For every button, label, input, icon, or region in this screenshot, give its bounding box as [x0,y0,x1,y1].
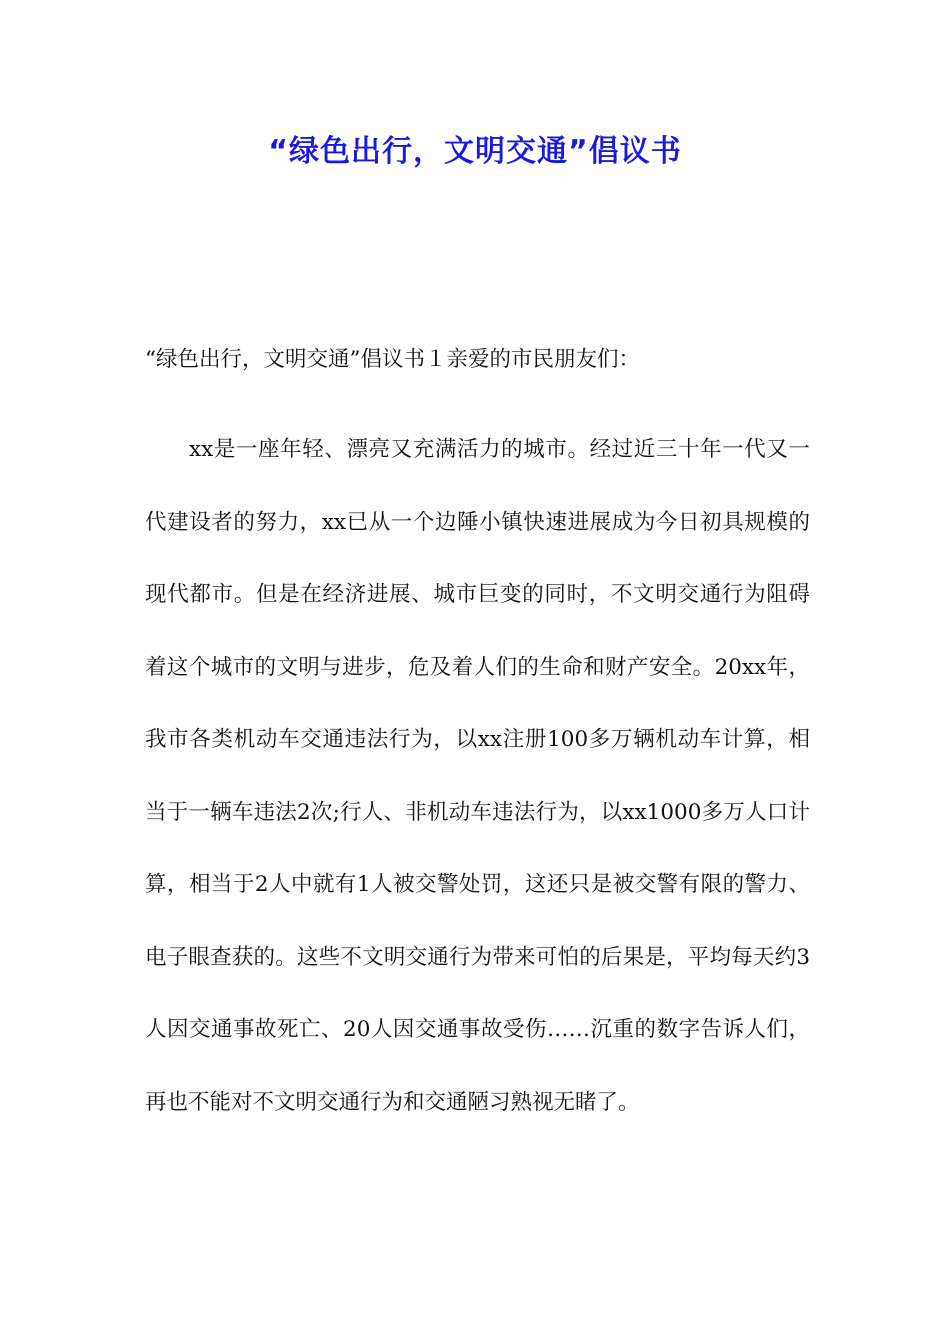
document-title: “绿色出行，文明交通”倡议书 [268,134,682,169]
intro-line: “绿色出行，文明交通”倡议书１亲爱的市民朋友们： [145,347,640,372]
body-paragraph: xx是一座年轻、漂亮又充满活力的城市。经过近三十年一代又一代建设者的努力，xx已从一个边陲小镇快速进展成为今日初具规模的现代都市。但是在经济进展、城市巨变的同时，不文明交通行为阻碍着这个城市的文明与进步，危及着人们的生命和财产安全。20xx年，我市各类机动车交通违法行为，以xx注册100多万辆机动车计算，相当于一辆车违法2次;行人、非机动车违法行为，以xx1000多万人口计算，相当于2人中就有1人被交警处罚，这还只是被交警有限的警力、电子眼查获的。这些不文明交通行为带来可怕的后果是，平均每天约3人因交通事故死亡、20人因交通事故受伤……沉重的数字告诉人们，再也不能对不文明交通行为和交通陋习熟视无睹了。 [145,437,810,1115]
